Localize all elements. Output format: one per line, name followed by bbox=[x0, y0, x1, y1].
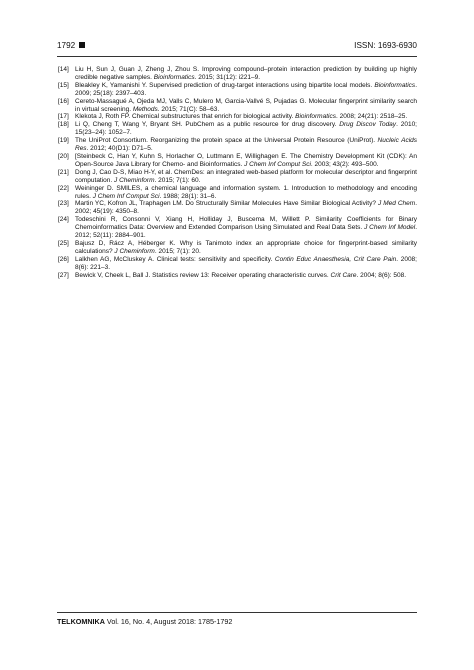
reference-number: [26] bbox=[58, 255, 69, 263]
reference-list bbox=[58, 66, 417, 279]
reference-number: [24] bbox=[58, 216, 69, 224]
reference-number: [23] bbox=[58, 200, 69, 208]
reference-journal: J Chem Inf Comput Sci bbox=[92, 192, 160, 200]
reference-text: Bewick V, Cheek L, Ball J. Statistics review 13: Receiver operating characteristic curves. bbox=[75, 271, 331, 279]
reference-details: . 2015; 71(C): 58–63. bbox=[157, 105, 220, 113]
reference-item bbox=[58, 121, 417, 137]
reference-journal: J Cheminform bbox=[114, 247, 155, 255]
reference-journal: J Med Chem bbox=[377, 200, 416, 208]
header-divider bbox=[57, 56, 417, 57]
reference-text: Martin YC, Kofron JL, Traphagen LM. Do Structurally Similar Molecules Have Similar Biological Activity? bbox=[75, 200, 378, 208]
reference-item bbox=[58, 169, 417, 185]
reference-item bbox=[58, 82, 417, 98]
reference-number: [14] bbox=[58, 66, 69, 73]
footer-divider bbox=[57, 612, 417, 613]
reference-journal: J Cheminform bbox=[114, 176, 155, 184]
reference-number: [17] bbox=[58, 113, 69, 121]
reference-number: [18] bbox=[58, 121, 69, 129]
reference-number: [25] bbox=[58, 239, 69, 247]
reference-details: . 2009; 25(18): 2397–403. bbox=[75, 81, 417, 97]
reference-item bbox=[58, 137, 417, 153]
reference-item bbox=[58, 185, 417, 201]
reference-details: . 2012; 40(D1): D71–5. bbox=[86, 145, 153, 153]
reference-journal: Crit Care bbox=[330, 271, 357, 279]
reference-details: . 2015; 31(12): i221–9. bbox=[194, 73, 261, 81]
reference-text: Lalkhen AG, McCluskey A. Clinical tests: sensitivity and specificity. bbox=[75, 255, 275, 263]
reference-number: [15] bbox=[58, 81, 69, 89]
reference-text: [Steinbeck C, Han Y, Kuhn S, Horlacher O, Luttmann E, Willighagen E. The Chemistry Development Kit (CDK): An Open-Source Java Library for Chemo- and Bioinformatics. bbox=[75, 152, 417, 168]
reference-journal: Methods bbox=[132, 105, 158, 113]
reference-item bbox=[58, 200, 417, 216]
reference-number: [16] bbox=[58, 97, 69, 105]
reference-text: Bajusz D, Rácz A, Héberger K. Why is Tanimoto index an appropriate choice for fingerprint-based similarity calculations? bbox=[75, 239, 417, 255]
page-number-block bbox=[57, 41, 85, 50]
reference-details: . 2015; 7(1): 20. bbox=[154, 247, 201, 255]
reference-journal: J Chem Inf Comput Sci bbox=[244, 160, 311, 168]
reference-text: Cereto-Massagué A, Ojeda MJ, Valls C, Mulero M, Garcia-Vallvé S, Pujadas G. Molecular fingerprint similarity search in virtual screening. bbox=[75, 97, 417, 113]
reference-details: . 2002; 45(19): 4350–8. bbox=[75, 200, 417, 216]
reference-item bbox=[58, 256, 417, 272]
issn: ISSN: 1693-6930 bbox=[354, 41, 417, 50]
reference-journal: J Chem Inf Model bbox=[364, 224, 416, 232]
reference-details: . 2008; 24(21): 2518–25. bbox=[335, 113, 408, 121]
reference-item bbox=[58, 153, 417, 169]
reference-details: . 2008; 8(6): 221–3. bbox=[75, 255, 417, 271]
reference-details: . 2012; 52(11): 2884–901. bbox=[75, 224, 417, 240]
reference-item bbox=[58, 113, 417, 121]
reference-item bbox=[58, 216, 417, 240]
reference-text: Li Q, Cheng T, Wang Y, Bryant SH. PubChem as a public resource for drug discovery. bbox=[75, 121, 340, 129]
journal-name: TELKOMNIKA bbox=[57, 617, 105, 626]
reference-number: [21] bbox=[58, 168, 69, 176]
reference-item bbox=[58, 272, 417, 280]
reference-item bbox=[58, 66, 417, 82]
reference-text: Klekota J, Roth FP. Chemical substructures that enrich for biological activity. bbox=[75, 113, 296, 121]
reference-number: [22] bbox=[58, 184, 69, 192]
reference-details: . 1988; 28(1): 31–6. bbox=[159, 192, 217, 200]
reference-text: Todeschini R, Consonni V, Xiang H, Holliday J, Buscema M, Willett P. Similarity Coefficients for Binary Chemoinformatics Data: Overview and Extended Comparison Using Simulated and Real Data Sets. bbox=[75, 216, 417, 232]
reference-details: . 2010; 15(23–24): 1052–7. bbox=[75, 121, 417, 137]
square-bullet-icon bbox=[79, 42, 85, 48]
reference-item bbox=[58, 98, 417, 114]
reference-details: . 2003; 43(2): 493–500. bbox=[310, 160, 379, 168]
reference-journal: Bioinformatics bbox=[153, 73, 195, 81]
reference-journal: Bioinformatics bbox=[374, 81, 416, 89]
issue-info: Vol. 16, No. 4, August 2018: 1785-1792 bbox=[104, 617, 233, 626]
reference-journal: Drug Discov Today bbox=[339, 121, 397, 129]
reference-number: [20] bbox=[58, 152, 69, 160]
reference-journal: Bioinformatics bbox=[295, 113, 336, 121]
reference-text: Liu H, Sun J, Guan J, Zheng J, Zhou S. Improving compound–protein interaction prediction by building up highly credible negative samples. bbox=[75, 66, 417, 81]
reference-text: Weininger D. SMILES, a chemical language and information system. 1. Introduction to methodology and encoding rules. bbox=[75, 184, 417, 200]
page-footer bbox=[57, 617, 232, 626]
reference-details: . 2015; 7(1): 60. bbox=[154, 176, 201, 184]
reference-journal: Contin Educ Anaesthesia, Crit Care Pain bbox=[274, 255, 397, 263]
reference-text: Bleakley K, Yamanishi Y. Supervised prediction of drug-target interactions using bipartite local models. bbox=[75, 81, 375, 89]
reference-text: Dong J, Cao D-S, Miao H-Y, et al. ChemDes: an integrated web-based platform for molecular descriptor and fingerprint computation. bbox=[75, 168, 417, 184]
reference-item bbox=[58, 240, 417, 256]
page-header bbox=[57, 41, 417, 55]
reference-text: The UniProt Consortium. Reorganizing the protein space at the Universal Protein Resource (UniProt). bbox=[75, 137, 378, 145]
reference-journal: Nucleic Acids Res bbox=[75, 137, 417, 153]
reference-number: [19] bbox=[58, 137, 69, 145]
page-number: 1792 bbox=[57, 41, 76, 50]
reference-details: . 2004; 8(6): 508. bbox=[356, 271, 407, 279]
reference-number: [27] bbox=[58, 271, 69, 279]
